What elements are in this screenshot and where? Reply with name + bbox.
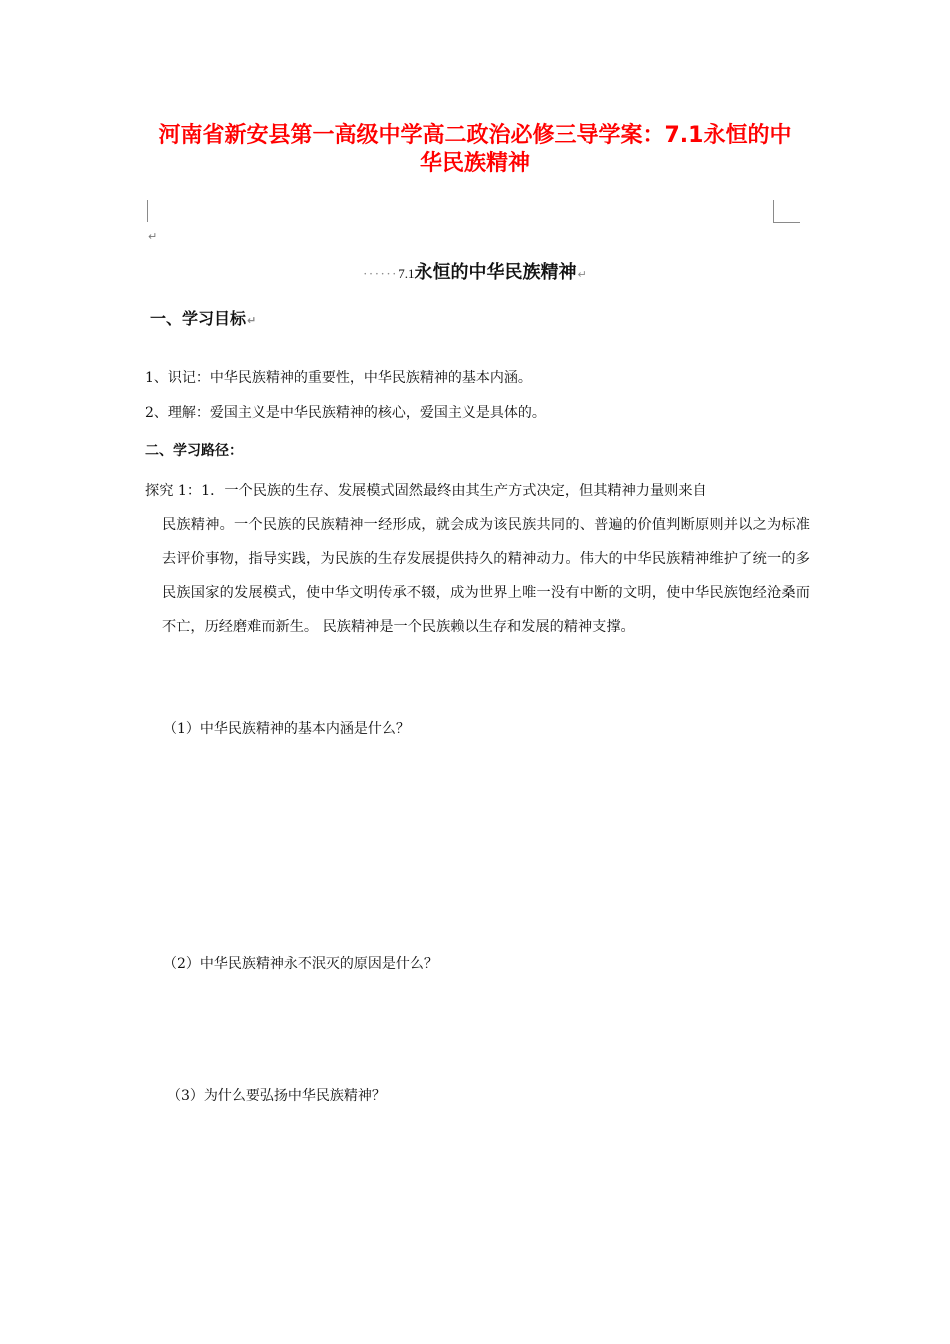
goal-item-memorize: 1、识记：中华民族精神的重要性，中华民族精神的基本内涵。 — [145, 370, 532, 386]
paragraph-mark-icon: ↵ — [247, 314, 257, 327]
paragraph-mark-icon: ↵ — [148, 230, 158, 243]
explore-paragraph — [145, 474, 810, 644]
document-title-line-2: 华民族精神 — [419, 151, 530, 176]
document-title-line-1: 河南省新安县第一高级中学高二政治必修三导学案：7.1永恒的中 — [158, 123, 792, 148]
margin-corner-right — [773, 200, 800, 223]
section-learning-goals-title: 一、学习目标↵ — [150, 309, 257, 328]
lesson-heading-text: 永恒的中华民族精神 — [414, 262, 577, 283]
lesson-heading — [100, 260, 850, 288]
explore-body-text: 民族精神。一个民族的民族精神一经形成，就会成为该民族共同的、普遍的价值判断原则并以之为标准去评价事物，指导实践，为民族的生存发展提供持久的精神动力。伟大的中华民族精神维护了统一的多民族国家的发展模式，使中华文明传承不辍，成为世界上唯一没有中断的文明，使中华民族饱经沧桑而不亡，历经磨难而新生。 民族精神是一个民族赖以生存和发展的精神支撑。 — [162, 517, 810, 635]
paragraph-mark-icon: ↵ — [577, 268, 587, 281]
section-learning-path-title: 二、学习路径： — [145, 443, 243, 459]
explore-first-line: 探究 1：1．一个民族的生存、发展模式固然最终由其生产方式决定，但其精神力量则来自 — [145, 483, 707, 499]
question-2: （2）中华民族精神永不泯灭的原因是什么？ — [163, 956, 438, 972]
document-title — [100, 122, 850, 178]
explore-label: 探究 1：1． — [145, 483, 225, 499]
goal-item-understand: 2、理解：爱国主义是中华民族精神的核心，爱国主义是具体的。 — [145, 405, 546, 421]
question-1: （1）中华民族精神的基本内涵是什么？ — [163, 721, 410, 737]
leader-dots: ······ — [363, 267, 399, 281]
question-3: （3）为什么要弘扬中华民族精神？ — [167, 1088, 386, 1104]
lesson-number: 7.1 — [398, 266, 415, 281]
margin-corner-left — [147, 200, 148, 222]
